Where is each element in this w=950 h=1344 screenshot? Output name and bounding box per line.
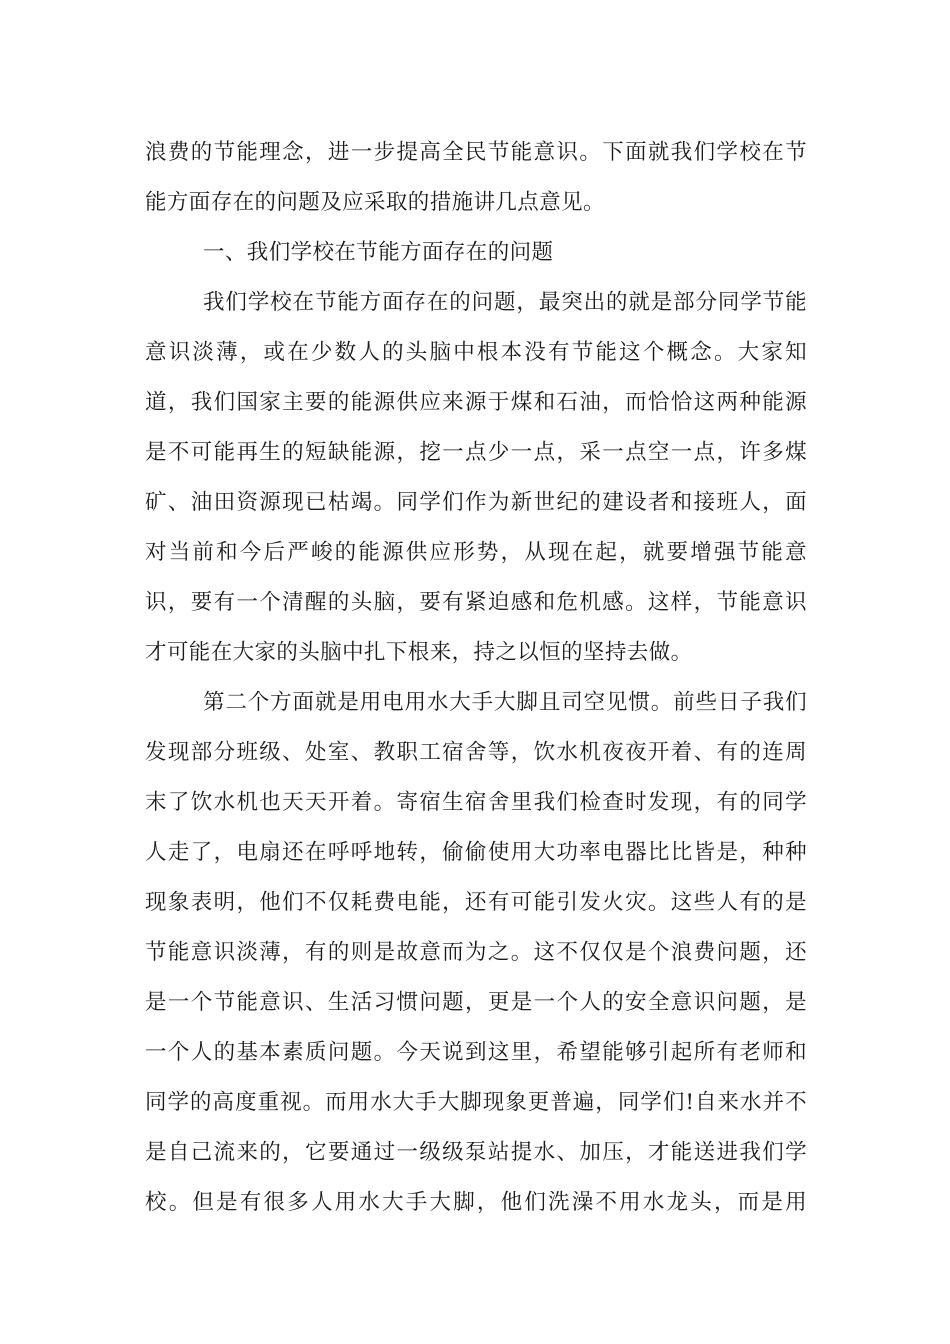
text-line: 意识淡薄，或在少数人的头脑中根本没有节能这个概念。大家知 xyxy=(145,340,807,365)
text-line: 浪费的节能理念，进一步提高全民节能意识。下面就我们学校在节 xyxy=(145,140,807,165)
text-line: 校。但是有很多人用水大手大脚，他们洗澡不用水龙头，而是用 xyxy=(145,1190,807,1215)
text-line: 同学的高度重视。而用水大手大脚现象更普遍，同学们!自来水并不 xyxy=(145,1090,807,1115)
text-line: 我们学校在节能方面存在的问题，最突出的就是部分同学节能 xyxy=(203,290,807,315)
text-line: 能方面存在的问题及应采取的措施讲几点意见。 xyxy=(145,190,605,215)
text-line: 现象表明，他们不仅耗费电能，还有可能引发火灾。这些人有的是 xyxy=(145,890,807,915)
text-line: 识，要有一个清醒的头脑，要有紧迫感和危机感。这样，节能意识 xyxy=(145,590,807,615)
body-text xyxy=(145,128,807,1228)
text-line: 一个人的基本素质问题。今天说到这里，希望能够引起所有老师和 xyxy=(145,1040,807,1065)
text-line: 节能意识淡薄，有的则是故意而为之。这不仅仅是个浪费问题，还 xyxy=(145,940,807,965)
text-line: 末了饮水机也天天开着。寄宿生宿舍里我们检查时发现，有的同学 xyxy=(145,790,807,815)
text-line: 矿、油田资源现已枯竭。同学们作为新世纪的建设者和接班人，面 xyxy=(145,490,807,515)
text-line: 是一个节能意识、生活习惯问题，更是一个人的安全意识问题，是 xyxy=(145,990,807,1015)
text-line: 是自己流来的，它要通过一级级泵站提水、加压，才能送进我们学 xyxy=(145,1140,807,1165)
text-line: 是不可能再生的短缺能源，挖一点少一点，采一点空一点，许多煤 xyxy=(145,440,807,465)
text-line: 人走了，电扇还在呼呼地转，偷偷使用大功率电器比比皆是，种种 xyxy=(145,840,807,865)
text-line: 对当前和今后严峻的能源供应形势，从现在起，就要增强节能意 xyxy=(145,540,807,565)
text-line: 道，我们国家主要的能源供应来源于煤和石油，而恰恰这两种能源 xyxy=(145,390,807,415)
text-line: 发现部分班级、处室、教职工宿舍等，饮水机夜夜开着、有的连周 xyxy=(145,740,807,765)
text-line: 第二个方面就是用电用水大手大脚且司空见惯。前些日子我们 xyxy=(203,690,807,715)
text-line: 才可能在大家的头脑中扎下根来，持之以恒的坚持去做。 xyxy=(145,640,693,665)
section-heading: 一、我们学校在节能方面存在的问题 xyxy=(203,240,554,265)
